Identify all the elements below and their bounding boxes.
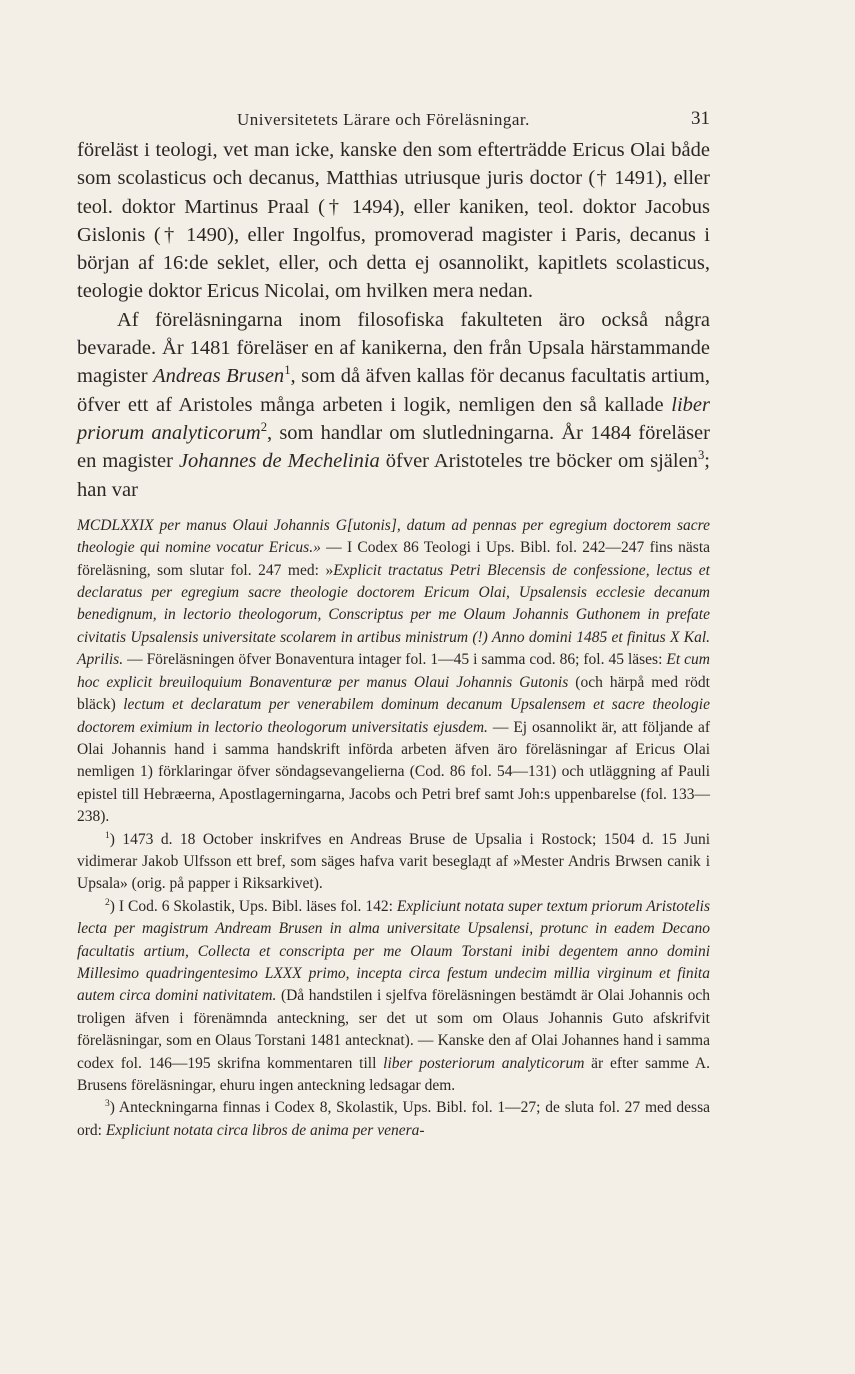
text-span: ) 1473 d. 18 October inskrifves en Andreas Bruse de Upsalia i Rostock; 1504 d. 15 Juni vidimerar Jakob Ulfsson ett bref, som säges hafva varit beseglадt af »Mester Andris Brwsen canik i Upsala» (orig. på papper i Riksarkivet).	[77, 830, 710, 893]
footnote-1	[77, 829, 710, 896]
footnote-continuation	[77, 515, 710, 829]
person-name: Andreas Brusen	[153, 365, 285, 388]
page-number: 31	[691, 108, 710, 129]
text-span: — Föreläsningen öfver Bonaventura intager fol. 1—45 i samma cod. 86; fol. 45 läses:	[123, 651, 667, 669]
footnote-ref-2: 2	[260, 420, 268, 435]
work-title: liber posteriorum analyticorum	[383, 1054, 585, 1072]
footnote-2	[77, 896, 710, 1098]
footnote-marker: 1	[105, 829, 110, 841]
text-span: öfver Aristoteles tre böcker om själen	[379, 450, 698, 473]
text-span: är efter samme A. Brusens föreläsningar, ehuru ingen anteckning ledsagar dem.	[77, 1054, 710, 1095]
footnote-3	[77, 1097, 710, 1142]
latin-quote: MCDLXXIX per manus Olaui Johannis G[utonis], datum ad pennas per egregium doctorem sacre theologie qui nomine vocatur Ericus.»	[77, 516, 710, 557]
main-text	[77, 136, 710, 504]
footnotes	[77, 515, 710, 1142]
running-title: Universitetets Lärare och Föreläsningar.	[237, 110, 530, 129]
footnote-marker: 3	[105, 1098, 110, 1110]
latin-quote: Expliciunt notata super textum priorum Aristotelis lecta per magistrum Andream Brusen in alma universitate Upsalensi, protunc in eadem Decano facultatis artium, Collecta et conscripta per me Olaum Torstani inibi degentem anno domini Millesimo quadringentesimo LXXX primo, incepta circa festum undecim millia virginum et finita autem circa domini nativitatem.	[77, 897, 710, 1005]
text-span: ; han var	[77, 450, 710, 501]
latin-quote: Expliciunt notata circa libros de anima per venera-	[105, 1121, 425, 1139]
footnote-ref-1: 1	[284, 363, 291, 378]
text-span: , som då äfven kallas för decanus facultatis artium, öfver ett af Aristoles många arbeten i logik, nemligen den så kallade	[77, 365, 710, 416]
latin-quote: Et cum hoc explicit breuiloquium Bonaventuræ per manus Olaui Johannis Gutonis	[77, 651, 710, 691]
text-span: Af föreläsningarna inom filosofiska fakulteten äro också några bevarade. År 1481 föreläser en af kanikerna, den från Upsala härstammande magister	[77, 308, 710, 388]
text-span: ) Anteckningarna finnas i Codex 8, Skolastik, Ups. Bibl. fol. 1—27; de sluta fol. 27 med dessa ord:	[77, 1099, 710, 1139]
text-span: (Då handstilen i sjelfva föreläsningen bestämdt är Olai Johannis och troligen äfven i förenämnda anteckning, ser det ut som om Olaus Johannis Guto afskrifvit föreläsningar, som en Olaus Torstani 1481 antecknat). — Kanske den af Olai Johannes hand i samma codex fol. 146—195 skrifna kommentaren till	[77, 987, 710, 1072]
page	[77, 106, 710, 1142]
person-name: Johannes de Mechelinia	[178, 450, 380, 473]
footnote-ref-3: 3	[697, 448, 705, 463]
latin-quote: lectum et declaratum per venerabilem dominum decanum Upsalensem et sacre theologie doctorem eximium in lectorio theologorum universitatis ejusdem.	[77, 696, 710, 736]
paragraph-1: föreläst i teologi, vet man icke, kanske den som efterträdde Ericus Olai både som scolasticus och decanus, Matthias utriusque juris doctor († 1491), eller teol. doktor Martinus Praal († 1494), eller kaniken, teol. doktor Jacobus Gislonis († 1490), eller Ingolfus, promoverad magister i Paris, decanus i början af 16:de seklet, eller, och detta ej osannolikt, kapitlets scolasticus, teologie doktor Ericus Nicolai, om hvilken mera nedan.	[77, 139, 710, 303]
page-header	[77, 106, 710, 136]
footnote-marker: 2	[105, 896, 110, 908]
latin-quote: Explicit tractatus Petri Blecensis de confessione, lectus et declaratus per egregium sacre theologie doctorem Ericum Olai, Upsalensis ecclesie decanum benedignum, in lectorio theologorum, Conscriptus per me Olaum Johannis Guthonem in prefate civitatis Upsalensis universitate scolarem in artibus ministrum (!) Anno domini 1485 et finitus X Kal. Aprilis.	[77, 561, 710, 669]
text-span: , som handlar om slutledningarna. År 1484 föreläser en magister	[77, 421, 710, 473]
paragraph-2	[77, 306, 710, 504]
text-span: (och härpå med rödt bläck)	[77, 673, 710, 714]
work-title: liber priorum analyticorum	[77, 393, 710, 444]
text-span: — I Codex 86 Teologi i Ups. Bibl. fol. 242—247 fins nästa föreläsning, som slutar fol. 247 med: »	[77, 539, 711, 579]
text-span: — Ej osannolikt är, att följande af Olai Johannis hand i samma handskrift införda arbeten äfven äro föreläsningar af Ericus Olai nemligen 1) förklaringar öfver söndagsevangelierna (Cod. 86 fol. 54—131) och utläggning af Pauli epistel till Hebræerna, Apostlagerningarna, Jacobs och Petri bref samt Joh:s uppenbarelse (fol. 133—238).	[77, 718, 711, 826]
text-span: ) I Cod. 6 Skolastik, Ups. Bibl. läses fol. 142:	[109, 897, 397, 915]
